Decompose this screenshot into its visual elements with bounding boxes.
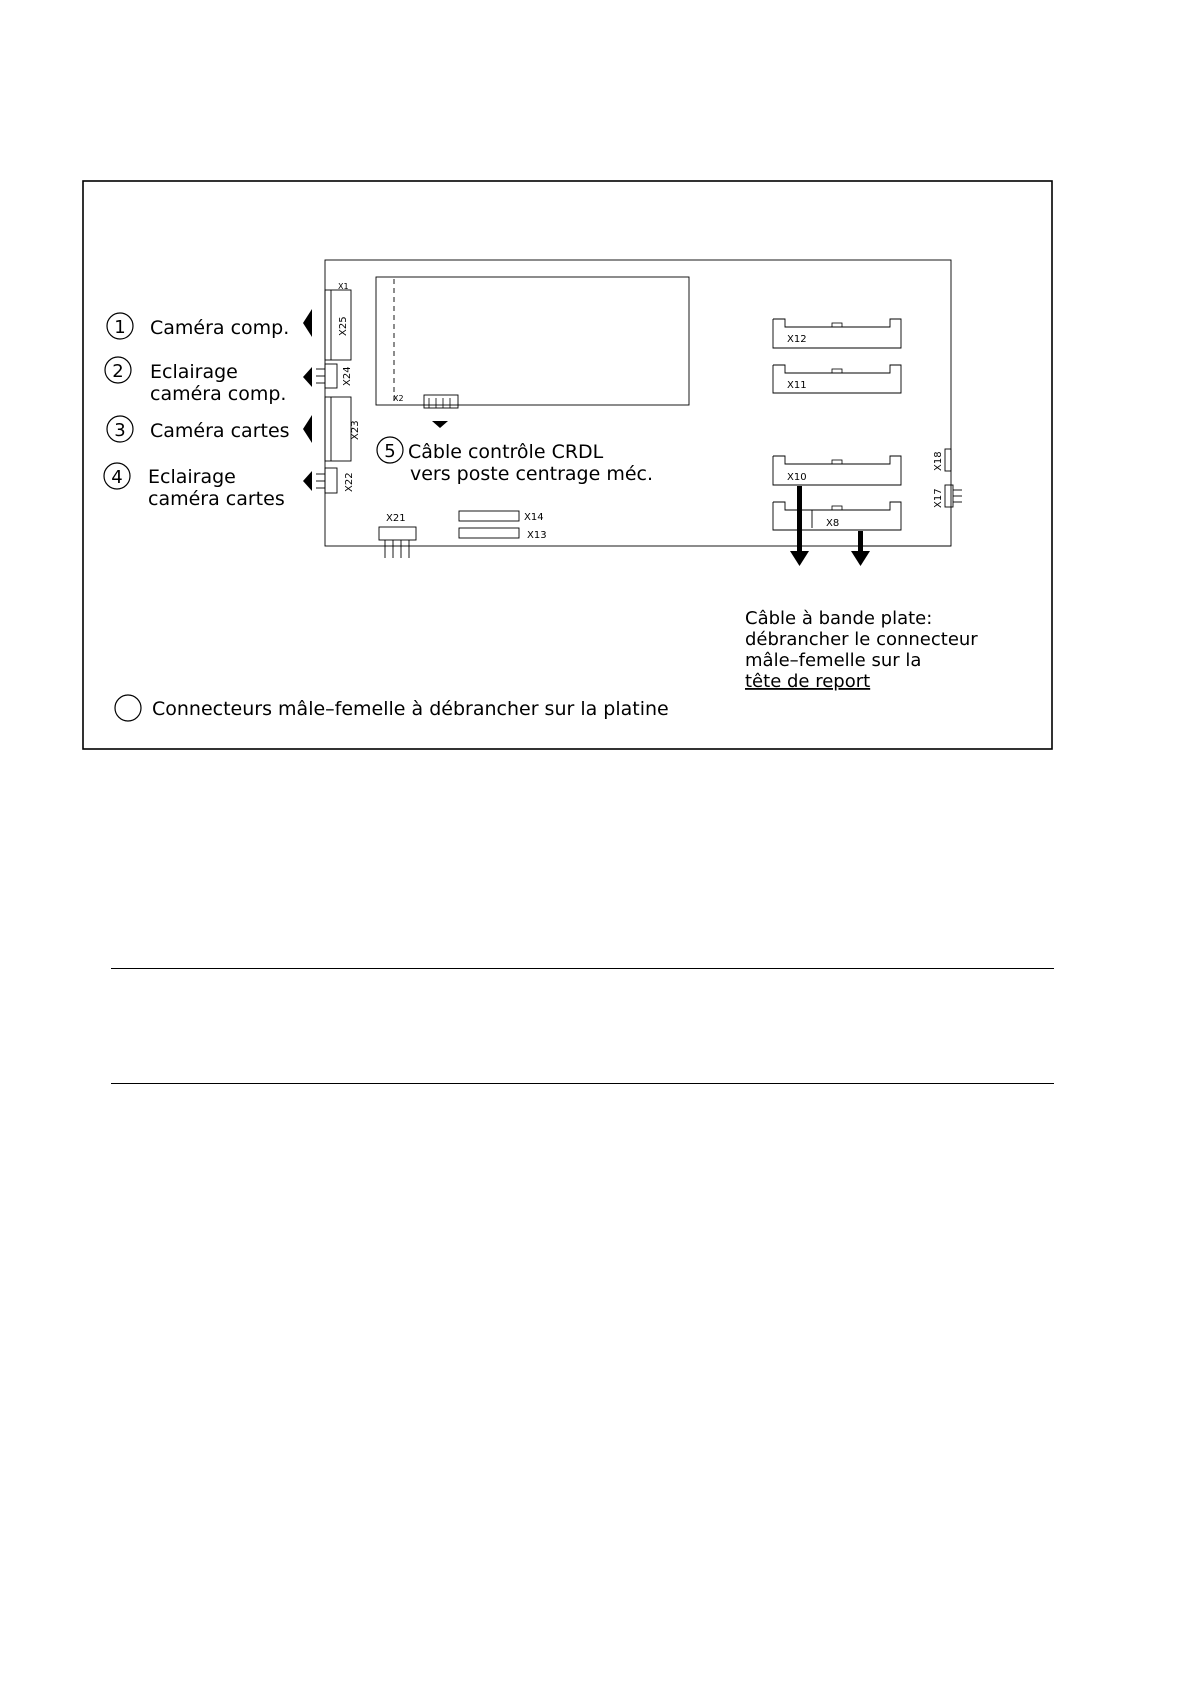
- connector-x18: [933, 449, 951, 471]
- flat-cable-note: [745, 608, 978, 692]
- callout-number: 2: [112, 361, 124, 382]
- label-x17: X17: [933, 488, 944, 508]
- flat-cable-arrows: [790, 486, 951, 566]
- label-x14: X14: [524, 512, 544, 523]
- module-x2: [376, 277, 689, 405]
- callout-text: Câble contrôle CRDL: [408, 441, 604, 463]
- connector-x17: [933, 485, 962, 508]
- connector-x10: [773, 456, 901, 485]
- connector-x13: [459, 528, 547, 541]
- connector-x12: [773, 319, 901, 348]
- legend-text: Connecteurs mâle–femelle à débrancher sur la platine: [152, 698, 669, 720]
- label-x23: X23: [350, 420, 361, 440]
- callout-4: [104, 463, 285, 510]
- connector-x23: [303, 397, 361, 461]
- connector-x25: [303, 282, 351, 360]
- note-line: mâle–femelle sur la: [745, 650, 922, 671]
- callout-5: [377, 437, 653, 485]
- callout-number: 1: [114, 317, 126, 338]
- divider-rule: [111, 1083, 1054, 1084]
- callout-text: Eclairage: [148, 466, 236, 488]
- label-x21: X21: [386, 513, 406, 524]
- divider-rule: [111, 968, 1054, 969]
- callout-number: 4: [111, 467, 123, 488]
- callout-text: Caméra cartes: [150, 420, 290, 442]
- callout-text: Eclairage: [150, 361, 238, 383]
- callout-2: [105, 357, 286, 405]
- label-x12: X12: [787, 334, 807, 345]
- left-arrow-icon: [303, 471, 312, 491]
- label-x1: X1: [338, 282, 349, 291]
- down-arrow-icon: [851, 551, 870, 566]
- connector-x11: [773, 365, 901, 393]
- label-x18: X18: [933, 451, 944, 471]
- note-line: débrancher le connecteur: [745, 629, 978, 650]
- left-arrow-icon: [303, 309, 312, 337]
- label-x10: X10: [787, 472, 807, 483]
- label-x24: X24: [342, 366, 353, 386]
- legend-circle-icon: [115, 695, 141, 721]
- callout-text: Caméra comp.: [150, 317, 290, 339]
- callout-1: [107, 313, 289, 339]
- connector-x22: [303, 468, 355, 493]
- legend: [115, 695, 669, 721]
- connector-x21: [379, 513, 416, 558]
- label-x13: X13: [527, 530, 547, 541]
- callout-text: vers poste centrage méc.: [410, 463, 654, 485]
- label-x25: X25: [338, 316, 349, 336]
- circuit-board: [325, 260, 951, 546]
- label-x2: X2: [393, 394, 404, 403]
- callout-number: 5: [384, 441, 396, 462]
- note-line: Câble à bande plate:: [745, 608, 933, 629]
- label-x22: X22: [344, 472, 355, 492]
- label-x11: X11: [787, 380, 807, 391]
- left-arrow-icon: [303, 415, 312, 443]
- label-x8: X8: [826, 518, 840, 529]
- connector-x8: [773, 502, 901, 530]
- callout-number: 3: [114, 420, 126, 441]
- header-cable-5: [424, 395, 458, 428]
- connector-x24: [303, 364, 353, 388]
- down-arrow-icon: [790, 551, 809, 566]
- note-line-underlined: tête de report: [745, 671, 871, 692]
- left-arrow-icon: [303, 367, 312, 387]
- connector-x14: [459, 511, 544, 523]
- down-arrow-icon: [432, 421, 448, 428]
- callout-text: caméra cartes: [148, 488, 285, 510]
- callout-text: caméra comp.: [150, 383, 287, 405]
- callout-3: [107, 416, 290, 442]
